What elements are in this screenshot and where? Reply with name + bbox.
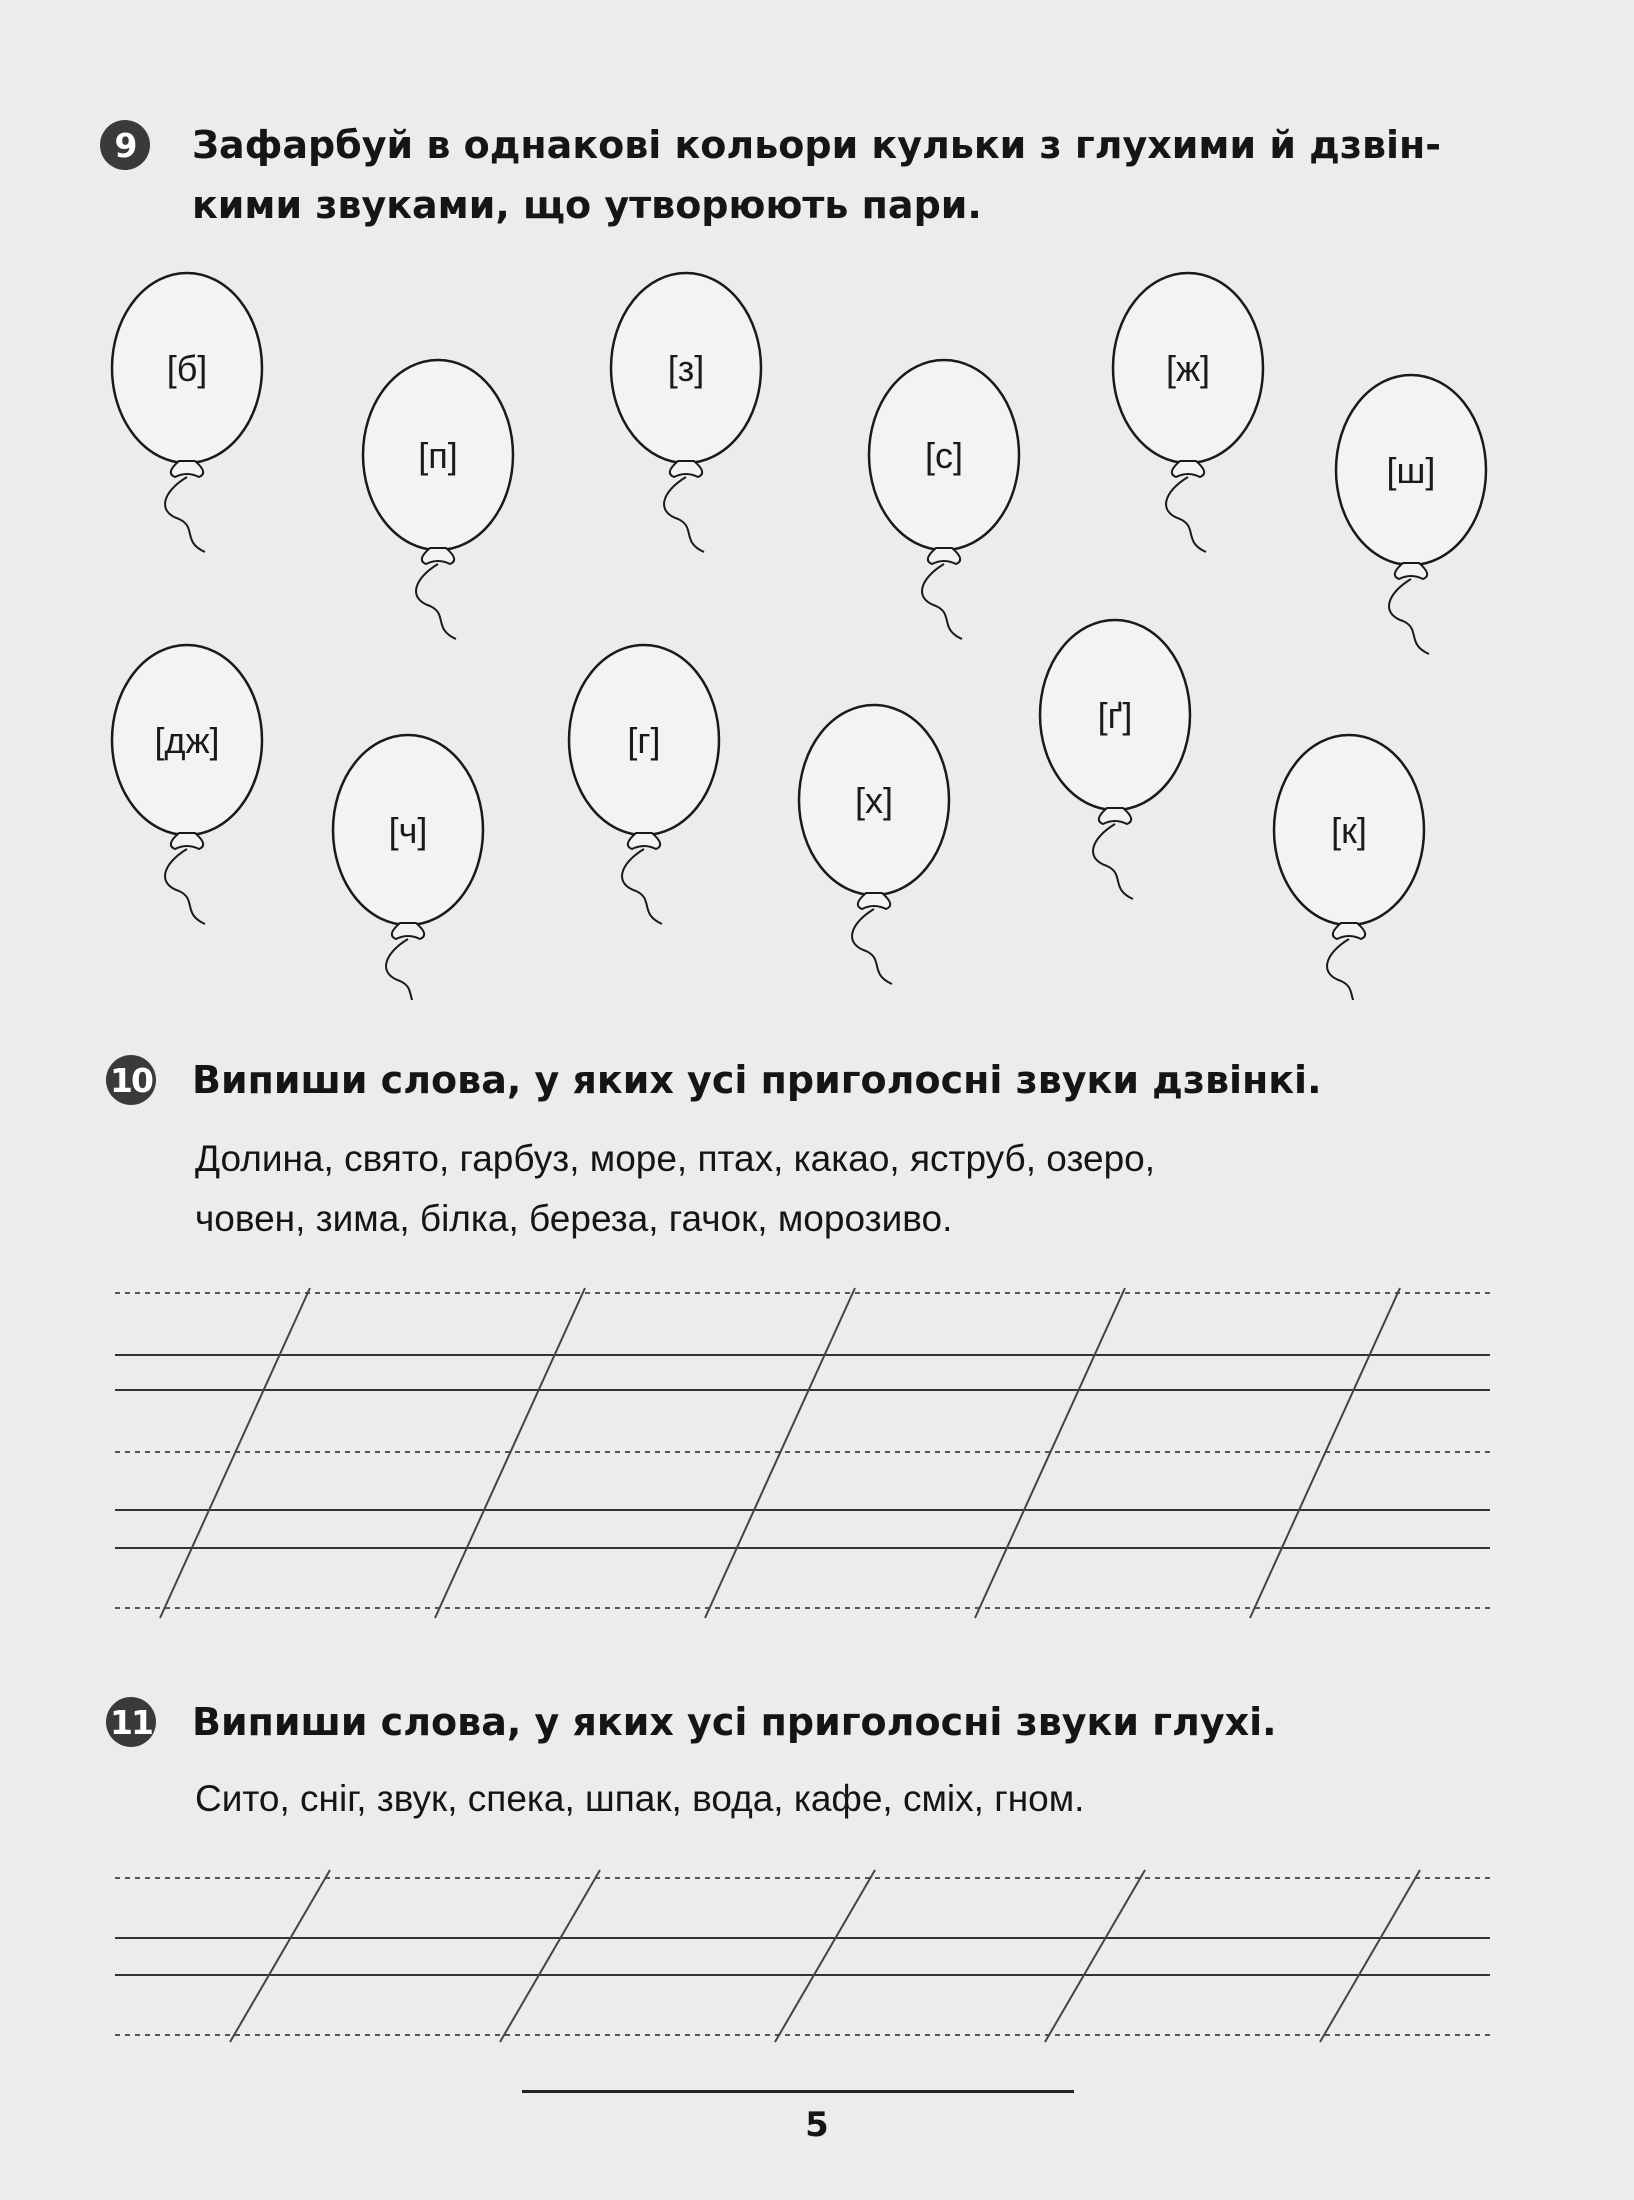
- balloon-sound-label: [дж]: [154, 720, 220, 761]
- balloon-sound-label: [ж]: [1165, 348, 1211, 389]
- balloon-sound-label: [п]: [418, 435, 458, 476]
- balloon-sound-label: [х]: [854, 780, 894, 821]
- balloon-sound-label: [ш]: [1386, 450, 1436, 491]
- balloon-sound-label: [г]: [627, 720, 661, 761]
- balloon-sound-label: [ґ]: [1097, 695, 1133, 736]
- exercise-9-title-line2: кими звуками, що утворюють пари.: [192, 183, 982, 227]
- exercise-11-title: Випиши слова, у яких усі приголосні звуки глухі.: [192, 1700, 1277, 1744]
- exercise-10-words-line2: човен, зима, білка, береза, гачок, морозиво.: [195, 1198, 953, 1239]
- balloon-sound-label: [б]: [166, 348, 208, 389]
- footer-rule: [522, 2090, 1074, 2093]
- balloon-sound-label: [с]: [924, 435, 964, 476]
- exercise-9-title-line1: Зафарбуй в однакові кольори кульки з глухими й дзвін-: [192, 123, 1442, 167]
- exercise-10-words-line1: Долина, свято, гарбуз, море, птах, какао, яструб, озеро,: [195, 1138, 1156, 1179]
- exercise-10-number: 10: [106, 1055, 156, 1105]
- exercise-9-number: 9: [100, 120, 150, 170]
- balloon-sound-label: [ч]: [388, 810, 428, 851]
- exercise-11-words: Сито, сніг, звук, спека, шпак, вода, кафе, сміх, гном.: [195, 1778, 1085, 1819]
- exercise-10-title: Випиши слова, у яких усі приголосні звуки дзвінкі.: [192, 1058, 1322, 1102]
- balloon-sound-label: [з]: [667, 348, 705, 389]
- exercise-11-number: 11: [106, 1697, 156, 1747]
- page-number: 5: [805, 2105, 829, 2145]
- balloon-sound-label: [к]: [1331, 810, 1367, 851]
